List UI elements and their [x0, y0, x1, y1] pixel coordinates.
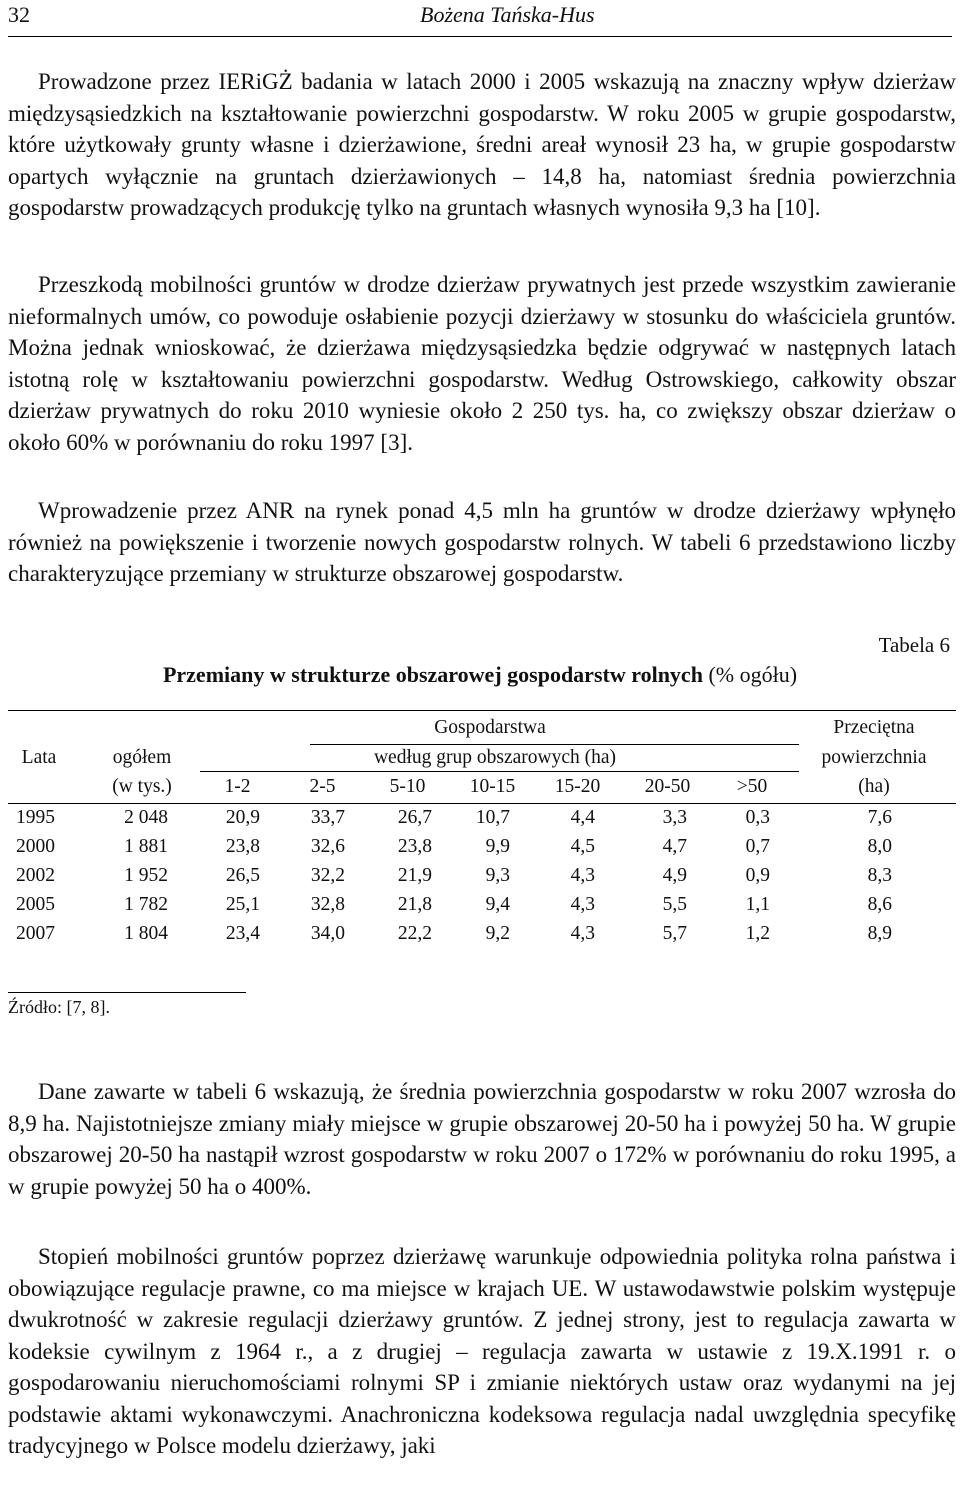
table-caption — [0, 662, 960, 688]
row-year: 2000 — [16, 836, 55, 857]
row-share: 0,7 — [745, 836, 770, 857]
paragraph: Wprowadzenie przez ANR na rynek ponad 4,5 mln ha gruntów w drodze dzierżawy wpłynęło również na powiększenie i tworzenie nowych gospodarstw rolnych. W tabeli 6 przedstawiono liczby charakteryzujące przemiany w strukturze obszarowej gospodarstw. — [8, 498, 956, 586]
row-total: 1 881 — [124, 836, 168, 857]
row-share: 4,5 — [570, 836, 595, 857]
row-year: 2002 — [16, 865, 55, 886]
row-share: 9,4 — [485, 894, 510, 915]
row-share: 1,1 — [745, 894, 770, 915]
table-caption-unit: (% ogółu) — [702, 662, 798, 687]
row-share: 26,5 — [225, 865, 260, 886]
running-header — [8, 0, 952, 37]
header-average-unit: (ha) — [858, 776, 890, 797]
header-average-sub: powierzchnia — [821, 747, 927, 768]
header-group-sub: według grup obszarowych (ha) — [373, 747, 617, 768]
row-average: 8,6 — [867, 894, 892, 915]
row-share: 9,2 — [485, 923, 510, 944]
header-average: Przeciętna — [833, 717, 915, 738]
row-share: 9,3 — [485, 865, 510, 886]
header-class: >50 — [736, 776, 768, 797]
running-title: Bożena Tańska-Hus — [420, 2, 595, 27]
row-average: 8,9 — [867, 923, 892, 944]
row-year: 1995 — [16, 807, 55, 828]
row-share: 22,2 — [397, 923, 432, 944]
row-share: 9,9 — [485, 836, 510, 857]
row-share: 1,2 — [745, 923, 770, 944]
header-class: 10-15 — [469, 776, 516, 797]
header-class: 15-20 — [554, 776, 601, 797]
row-share: 4,7 — [662, 836, 687, 857]
row-average: 8,0 — [867, 836, 892, 857]
header-class: 2-5 — [309, 776, 336, 797]
table-top-rule — [8, 710, 956, 711]
row-share: 4,3 — [570, 923, 595, 944]
row-share: 0,9 — [745, 865, 770, 886]
header-years: Lata — [21, 747, 57, 768]
row-share: 21,8 — [397, 894, 432, 915]
table-source: Źródło: [7, 8]. — [8, 997, 110, 1017]
table-class-rule — [200, 771, 799, 772]
row-total: 1 952 — [124, 865, 168, 886]
paragraph: Prowadzone przez IERiGŻ badania w latach 2000 i 2005 wskazują na znaczny wpływ dzierżaw międzysąsiedzkich na kształtowanie powierzchni gospodarstw. W roku 2005 w grupie gospodarstw, które użytkowały grunty własne i dzierżawione, średni areał wynosił 23 ha, w grupie gospodarstw opartych wyłącznie na gruntach dzierżawionych – 14,8 ha, natomiast średnia powierzchnia gospodarstw prowadzących produkcję tylko na gruntach własnych wynosiła 9,3 ha [10]. — [8, 69, 956, 220]
row-share: 34,0 — [310, 923, 345, 944]
header-group: Gospodarstwa — [434, 717, 546, 738]
row-total: 2 048 — [124, 807, 168, 828]
paragraph: Przeszkodą mobilności gruntów w drodze dzierżaw prywatnych jest przede wszystkim zawieranie nieformalnych umów, co powoduje osłabienie pozycji dzierżawy w stosunku do właściciela gruntów. Można jednak wnioskować, że dzierżawa międzysąsiedzka będzie odgrywać w następnych latach istotną rolę w kształtowaniu powierzchni gospodarstw. Według Ostrowskiego, całkowity obszar dzierżaw prywatnych do roku 2010 wyniesie około 2 250 tys. ha, co zwiększy obszar dzierżaw o około 60% w porównaniu do roku 1997 [3]. — [8, 272, 956, 455]
row-average: 7,6 — [867, 807, 892, 828]
paragraph: Stopień mobilności gruntów poprzez dzierżawę warunkuje odpowiednia polityka rolna państwa i obowiązujące regulacje prawne, co ma miejsce w krajach UE. W ustawodawstwie polskim występuje dwukrotność w zakresie regulacji dzierżawy gruntów. Z jednej strony, jest to regulacja zawarta w kodeksie cywilnym z 1964 r., a z drugiej – regulacja zawarta w ustawie z 19.X.1991 r. o gospodarowaniu nieruchomościami rolnymi SP i zmianie niektórych ustaw oraz wydanymi na jej podstawie aktami wykonawczymi. Anachroniczna kodeksowa regulacja nadal uwzględnia specyfikę tradycyjnego w Polsce modelu dzierżawy, jaki — [8, 1244, 956, 1458]
row-year: 2007 — [16, 923, 55, 944]
source-rule — [8, 992, 246, 993]
row-share: 26,7 — [397, 807, 432, 828]
page-number: 32 — [8, 2, 30, 27]
table-header-rule — [8, 803, 956, 804]
row-share: 10,7 — [475, 807, 510, 828]
row-share: 23,8 — [225, 836, 260, 857]
table-group-rule — [310, 744, 799, 745]
row-share: 23,8 — [397, 836, 432, 857]
row-share: 0,3 — [745, 807, 770, 828]
row-share: 5,5 — [662, 894, 687, 915]
row-share: 32,6 — [310, 836, 345, 857]
header-class: 1-2 — [224, 776, 251, 797]
header-total: ogółem — [112, 747, 172, 768]
row-share: 3,3 — [662, 807, 687, 828]
header-total-unit: (w tys.) — [112, 776, 172, 797]
paragraph: Dane zawarte w tabeli 6 wskazują, że średnia powierzchnia gospodarstw w roku 2007 wzrosła do 8,9 ha. Najistotniejsze zmiany miały miejsce w grupie obszarowej 20-50 ha i powyżej 50 ha. W grupie obszarowej 20-50 ha nastąpił wzrost gospodarstw w roku 2007 o 172% w porównaniu do roku 1995, a w grupie powyżej 50 ha o 400%. — [8, 1079, 956, 1199]
row-share: 4,3 — [570, 865, 595, 886]
row-share: 32,8 — [310, 894, 345, 915]
row-share: 33,7 — [310, 807, 345, 828]
row-total: 1 804 — [124, 923, 168, 944]
row-share: 21,9 — [397, 865, 432, 886]
row-share: 5,7 — [662, 923, 687, 944]
row-share: 4,3 — [570, 894, 595, 915]
row-share: 23,4 — [225, 923, 260, 944]
row-year: 2005 — [16, 894, 55, 915]
table-label: Tabela 6 — [878, 633, 950, 657]
row-share: 25,1 — [225, 894, 260, 915]
row-share: 4,9 — [662, 865, 687, 886]
row-average: 8,3 — [867, 865, 892, 886]
row-share: 20,9 — [225, 807, 260, 828]
row-share: 4,4 — [570, 807, 595, 828]
header-class: 5-10 — [389, 776, 426, 797]
header-class: 20-50 — [644, 776, 691, 797]
row-share: 32,2 — [310, 865, 345, 886]
table-caption-bold: Przemiany w strukturze obszarowej gospodarstw rolnych — [162, 662, 703, 687]
row-total: 1 782 — [124, 894, 168, 915]
